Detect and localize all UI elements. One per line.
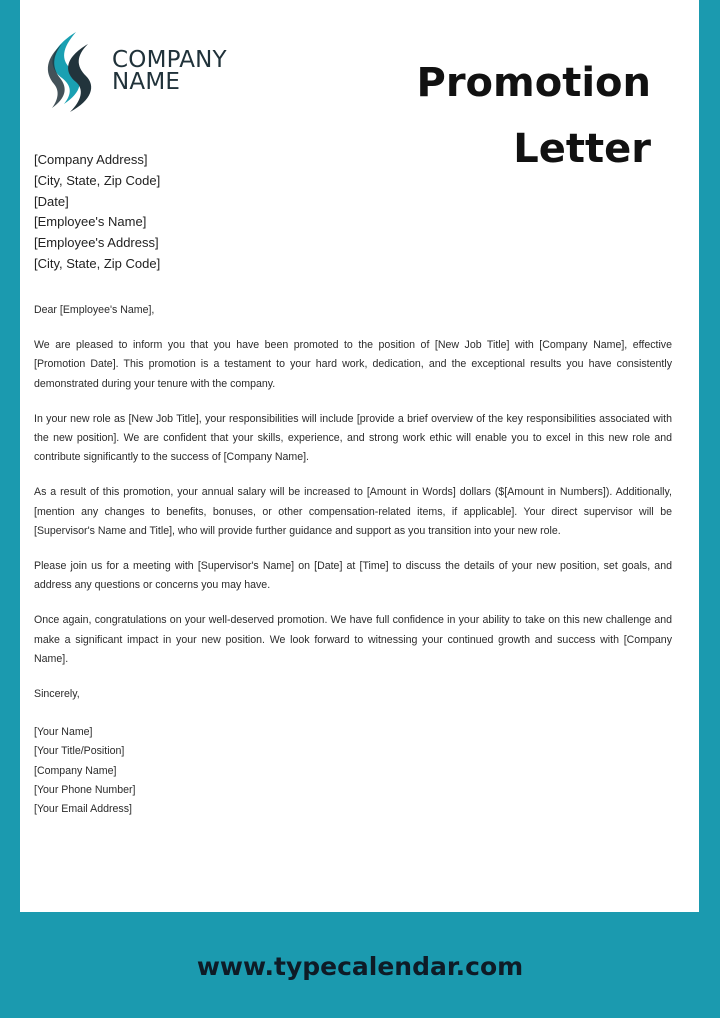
paragraph: In your new role as [New Job Title], your responsibilities will include [provide a brief overview of the key responsibilities associated with the new position]. We are confident that your skills, experience, and strong work ethic will enable you to excel in this new role and contribute significantly to the success of [Company Name]. <box>34 412 672 464</box>
salutation: Dear [Employee's Name], <box>34 304 155 316</box>
page-title <box>417 50 651 182</box>
closing: Sincerely, <box>34 688 80 701</box>
company-name-line2: NAME <box>112 69 181 95</box>
title-line1: Promotion <box>416 60 651 106</box>
address-block <box>34 150 160 275</box>
letter-body <box>34 301 672 819</box>
address-line: [Employee's Address] <box>34 235 159 251</box>
footer-url[interactable]: www.typecalendar.com <box>196 952 524 981</box>
paragraph: Please join us for a meeting with [Supervisor's Name] on [Date] at [Time] to discuss the details of your new position, set goals, and address any questions or concerns you may have. <box>34 560 672 592</box>
company-name-line1: COMPANY <box>112 47 227 73</box>
address-line: [City, State, Zip Code] <box>34 172 161 188</box>
paragraph: Once again, congratulations on your well-deserved promotion. We have full confidence in your ability to take on this new challenge and make a significant impact in your new position. We look forward to witnessing your continued growth and success with [Company Name]. <box>34 614 672 665</box>
company-logo-icon <box>42 30 98 114</box>
address-line: [City, State, Zip Code] <box>34 255 161 271</box>
address-line: [Employee's Name] <box>34 214 147 230</box>
address-line: [Date] <box>34 193 69 209</box>
signature-line: [Your Name] <box>34 726 93 739</box>
paragraph: We are pleased to inform you that you have been promoted to the position of [New Job Title] with [Company Name], effective [Promotion Date]. This promotion is a testament to your hard work, dedication, and the exceptional results you have consistently demonstrated during your tenure with the company. <box>34 339 672 390</box>
signature-line: [Your Phone Number] <box>34 783 136 796</box>
signature-line: [Company Name] <box>34 764 117 777</box>
signature-block <box>34 723 672 819</box>
letter-page <box>20 0 699 912</box>
paragraph: As a result of this promotion, your annual salary will be increased to [Amount in Words] dollars ($[Amount in Numbers]). Additionally, [mention any changes to benefits, bonuses, or other compensation-related items, if applicable]. Your direct supervisor will be [Supervisor's Name and Title], who will provide further guidance and support as you transition into your new role. <box>34 486 672 537</box>
title-line2: Letter <box>513 126 651 172</box>
signature-line: [Your Email Address] <box>34 803 132 816</box>
signature-line: [Your Title/Position] <box>34 745 125 758</box>
company-name <box>112 49 227 93</box>
address-line: [Company Address] <box>34 152 148 167</box>
